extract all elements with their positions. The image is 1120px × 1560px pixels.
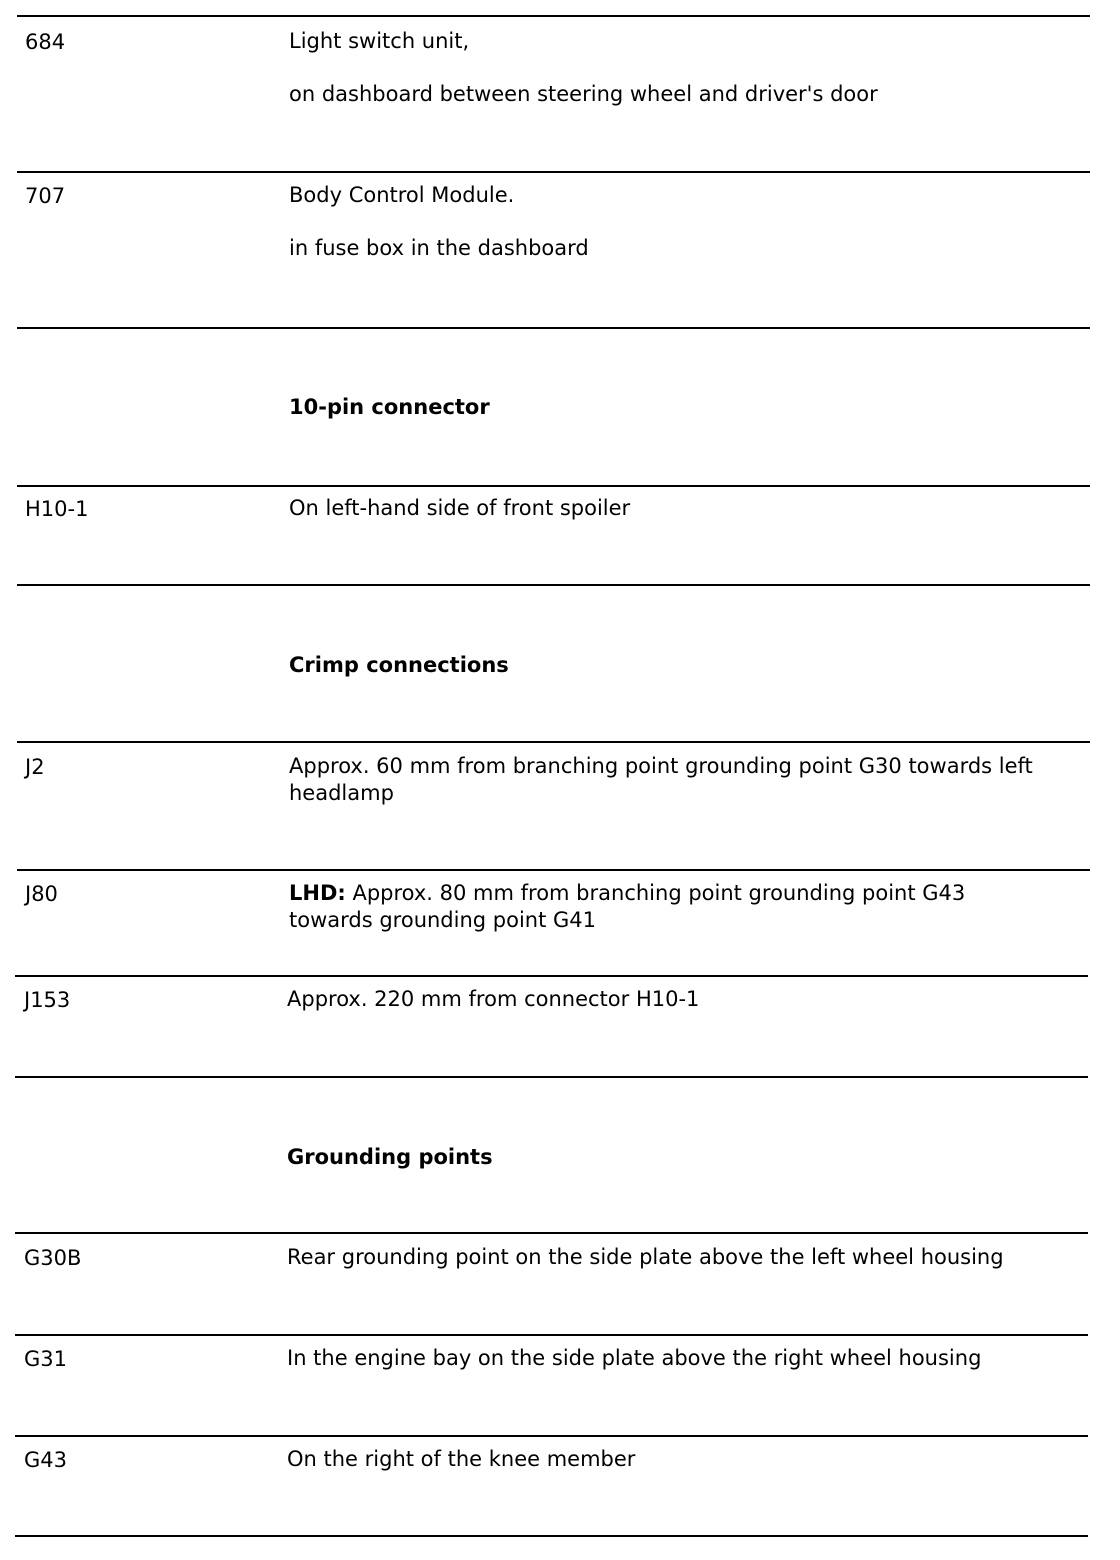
row-divider <box>17 741 1090 743</box>
component-location <box>289 880 1049 934</box>
row-divider <box>15 1334 1088 1336</box>
description-line <box>289 880 1049 934</box>
component-location <box>287 1244 1087 1271</box>
component-location <box>289 28 1089 108</box>
section-heading: Grounding points <box>287 1145 493 1169</box>
description-line: On left-hand side of front spoiler <box>289 496 631 520</box>
description-text: Approx. 80 mm from branching point grounding point G43 towards grounding point G41 <box>289 881 966 932</box>
component-code: G31 <box>24 1347 67 1371</box>
row-divider <box>15 1435 1088 1437</box>
component-code: G30B <box>24 1246 82 1270</box>
component-code: 684 <box>25 30 66 54</box>
row-divider <box>15 1076 1088 1078</box>
row-divider <box>17 869 1090 871</box>
row-divider <box>17 485 1090 487</box>
component-location <box>289 182 1089 262</box>
component-code: J80 <box>25 882 58 906</box>
lhd-label: LHD: <box>289 881 346 905</box>
component-code: H10-1 <box>25 497 89 521</box>
component-code: J153 <box>24 988 71 1012</box>
description-line: In the engine bay on the side plate above the right wheel housing <box>287 1346 982 1370</box>
row-divider <box>17 15 1090 17</box>
description-line: Approx. 60 mm from branching point grounding point G30 towards left headlamp <box>289 754 1033 805</box>
row-divider <box>17 171 1090 173</box>
component-code: J2 <box>25 755 45 779</box>
component-location <box>287 1446 1087 1473</box>
description-line: Rear grounding point on the side plate above the left wheel housing <box>287 1245 1004 1269</box>
description-line: On the right of the knee member <box>287 1447 636 1471</box>
component-code: G43 <box>24 1448 67 1472</box>
component-location <box>289 753 1089 807</box>
component-location <box>289 495 1089 522</box>
section-heading: 10-pin connector <box>289 395 490 419</box>
row-divider <box>17 584 1090 586</box>
row-divider <box>15 975 1088 977</box>
description-line: Body Control Module. <box>289 183 515 207</box>
description-line: on dashboard between steering wheel and driver's door <box>289 82 878 106</box>
description-line: Light switch unit, <box>289 29 470 53</box>
description-line: in fuse box in the dashboard <box>289 236 589 260</box>
description-line: Approx. 220 mm from connector H10-1 <box>287 987 700 1011</box>
component-location <box>287 986 1087 1013</box>
component-location <box>287 1345 1087 1372</box>
row-divider <box>15 1232 1088 1234</box>
row-divider <box>15 1535 1088 1537</box>
section-heading: Crimp connections <box>289 653 509 677</box>
component-code: 707 <box>25 184 66 208</box>
row-divider <box>17 327 1090 329</box>
